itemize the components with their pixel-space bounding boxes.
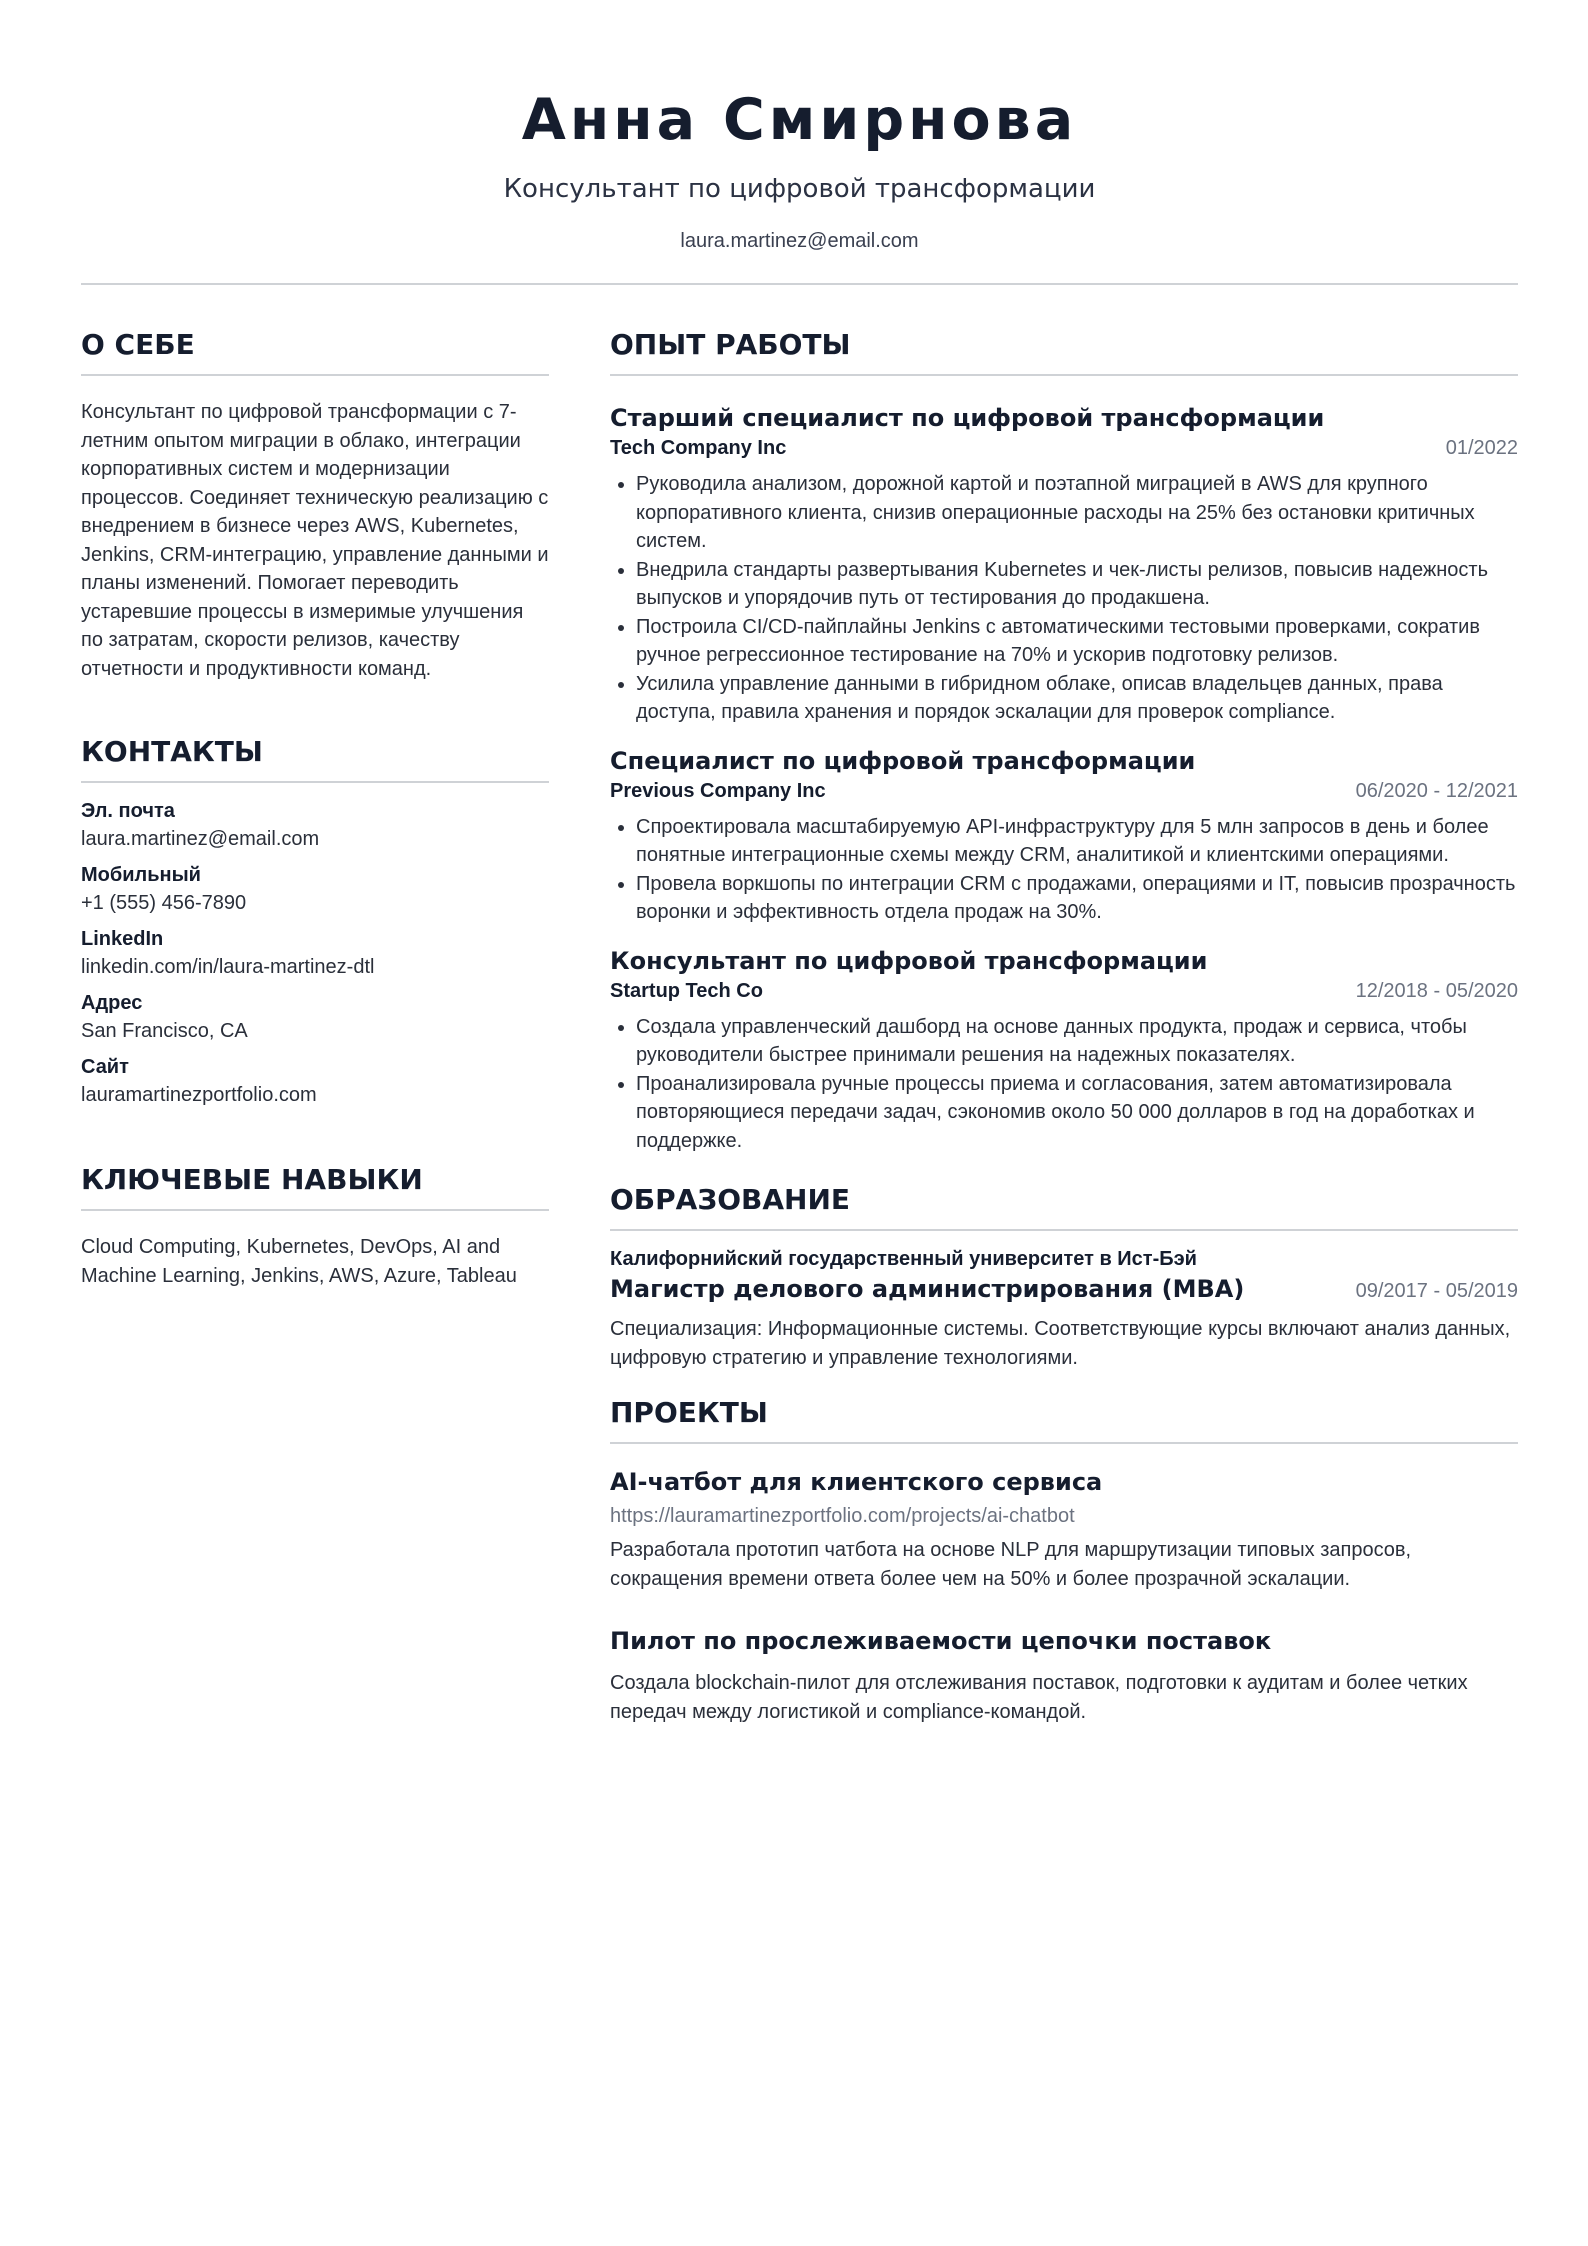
job-entry xyxy=(610,945,1518,1156)
contact-value[interactable]: +1 (555) 456-7890 xyxy=(81,892,247,914)
project-title: AI-чатбот для клиентского сервиса xyxy=(610,1468,1103,1496)
contact-phone xyxy=(81,861,549,917)
job-meta xyxy=(610,777,1518,805)
project-entry xyxy=(610,1466,1518,1593)
education-section xyxy=(610,1181,1518,1372)
job-bullet: • Построила CI/CD-пайплайны Jenkins с автоматическими тестовыми проверками, сократив ручное регрессионное тестирование на 70% и ускорив подготовку релизов. xyxy=(636,613,1518,670)
job-bullet: • Спроектировала масштабируемую API-инфраструктуру для 5 млн запросов в день и более понятные интеграционные схемы между CRM, аналитикой и клиентскими операциями. xyxy=(636,813,1518,870)
job-bullet: • Создала управленческий дашборд на основе данных продукта, продаж и сервиса, чтобы руководители быстрее принимали решения на надежных показателях. xyxy=(636,1013,1518,1070)
education-dates: 09/2017 - 05/2019 xyxy=(1355,1280,1518,1302)
job-dates: 01/2022 xyxy=(1445,437,1518,459)
project-entry xyxy=(610,1625,1518,1726)
education-degree: Магистр делового администрирования (MBA) xyxy=(610,1275,1245,1303)
job-bullet: • Усилила управление данными в гибридном облаке, описав владельцев данных, права доступа, правила хранения и порядок эскалации для проверок compliance. xyxy=(636,670,1518,727)
candidate-headline: Консультант по цифровой трансформации xyxy=(503,174,1096,204)
job-dates: 12/2018 - 05/2020 xyxy=(1355,979,1518,1002)
contact-value: San Francisco, CA xyxy=(81,1020,248,1042)
job-company: Previous Company Inc xyxy=(610,779,826,802)
job-meta xyxy=(610,434,1518,462)
contact-label: Эл. почта xyxy=(81,800,175,822)
education-title: ОБРАЗОВАНИЕ xyxy=(610,1181,1518,1231)
education-degree-row xyxy=(610,1273,1518,1305)
contact-label: Сайт xyxy=(81,1056,129,1078)
contact-label: Мобильный xyxy=(81,864,201,886)
project-url[interactable]: https://lauramartinezportfolio.com/projects/ai-chatbot xyxy=(610,1505,1075,1527)
job-bullet: • Руководила анализом, дорожной картой и поэтапной миграцией в AWS для крупного корпоративного клиента, снизив операционные расходы на 25% без остановки критичных систем. xyxy=(636,470,1518,556)
contact-label: Адрес xyxy=(81,992,143,1014)
contact-list xyxy=(81,797,549,1109)
education-school: Калифорнийский государственный университет в Ист-Бэй xyxy=(610,1248,1197,1270)
job-entry xyxy=(610,402,1518,727)
projects-section xyxy=(610,1394,1518,1726)
job-title: Специалист по цифровой трансформации xyxy=(610,746,1196,775)
job-company: Tech Company Inc xyxy=(610,437,787,459)
skills-text: Cloud Computing, Kubernetes, DevOps, AI and Machine Learning, Jenkins, AWS, Azure, Tableau xyxy=(81,1236,517,1287)
resume-page xyxy=(81,0,1518,1723)
projects-title: ПРОЕКТЫ xyxy=(610,1394,1518,1444)
contact-address xyxy=(81,989,549,1045)
candidate-name: Анна Смирнова xyxy=(521,87,1078,153)
contacts-title: КОНТАКТЫ xyxy=(81,733,549,783)
header-divider xyxy=(81,283,1518,285)
header-email[interactable]: laura.martinez@email.com xyxy=(680,230,919,252)
contact-label: LinkedIn xyxy=(81,928,164,950)
left-column xyxy=(81,326,549,1290)
about-section xyxy=(81,326,549,683)
job-bullets xyxy=(610,813,1518,927)
job-bullets xyxy=(610,1013,1518,1156)
about-text: Консультант по цифровой трансформации с 7-летним опытом миграции в облако, интеграции корпоративных систем и модернизации процессов. Соединяет техническую реализацию с внедрением в бизнесе через AWS, Kubernetes, Jenkins, CRM-интеграцию, управление данными и планы изменений. Помогает переводить устаревшие процессы в измеримые улучшения по затратам, скорости релизов, качеству отчетности и продуктивности команд. xyxy=(81,401,549,680)
education-description: Специализация: Информационные системы. Соответствующие курсы включают анализ данных, цифровую стратегию и управление технологиями. xyxy=(610,1318,1511,1369)
job-bullet: • Проанализировала ручные процессы приема и согласования, затем автоматизировала повторяющиеся передачи задач, сэкономив около 50 000 долларов в год на доработках и поддержке. xyxy=(636,1070,1518,1156)
job-meta xyxy=(610,977,1518,1005)
right-column xyxy=(610,326,1518,1726)
job-entry xyxy=(610,745,1518,927)
contact-value[interactable]: laura.martinez@email.com xyxy=(81,828,320,850)
skills-title: КЛЮЧЕВЫЕ НАВЫКИ xyxy=(81,1161,549,1211)
project-title: Пилот по прослеживаемости цепочки поставок xyxy=(610,1627,1272,1655)
contact-linkedin xyxy=(81,925,549,981)
skills-section xyxy=(81,1161,549,1290)
contact-website xyxy=(81,1053,549,1109)
job-title: Старший специалист по цифровой трансформации xyxy=(610,404,1325,432)
project-description: Создала blockchain-пилот для отслеживания поставок, подготовки к аудитам и более четких передач между логистикой и compliance-командой. xyxy=(610,1672,1468,1723)
project-description: Разработала прототип чатбота на основе NLP для маршрутизации типовых запросов, сокращения времени ответа более чем на 50% и более прозрачной эскалации. xyxy=(610,1539,1412,1590)
about-title: О СЕБЕ xyxy=(81,326,549,376)
job-bullet: • Провела воркшопы по интеграции CRM с продажами, операциями и IT, повысив прозрачность воронки и эффективность отдела продаж на 30%. xyxy=(636,870,1518,927)
experience-section xyxy=(610,326,1518,1155)
job-company: Startup Tech Co xyxy=(610,979,763,1002)
resume-header xyxy=(81,0,1518,254)
contacts-section xyxy=(81,733,549,1109)
job-bullets xyxy=(610,470,1518,727)
contact-value[interactable]: linkedin.com/in/laura-martinez-dtl xyxy=(81,956,375,978)
experience-title: ОПЫТ РАБОТЫ xyxy=(610,326,1518,376)
job-title: Консультант по цифровой трансформации xyxy=(610,946,1208,975)
contact-value[interactable]: lauramartinezportfolio.com xyxy=(81,1084,317,1106)
job-dates: 06/2020 - 12/2021 xyxy=(1355,779,1518,802)
contact-email xyxy=(81,797,549,853)
job-bullet: • Внедрила стандарты развертывания Kubernetes и чек-листы релизов, повысив надежность выпусков и упорядочив путь от тестирования до продакшена. xyxy=(636,556,1518,613)
